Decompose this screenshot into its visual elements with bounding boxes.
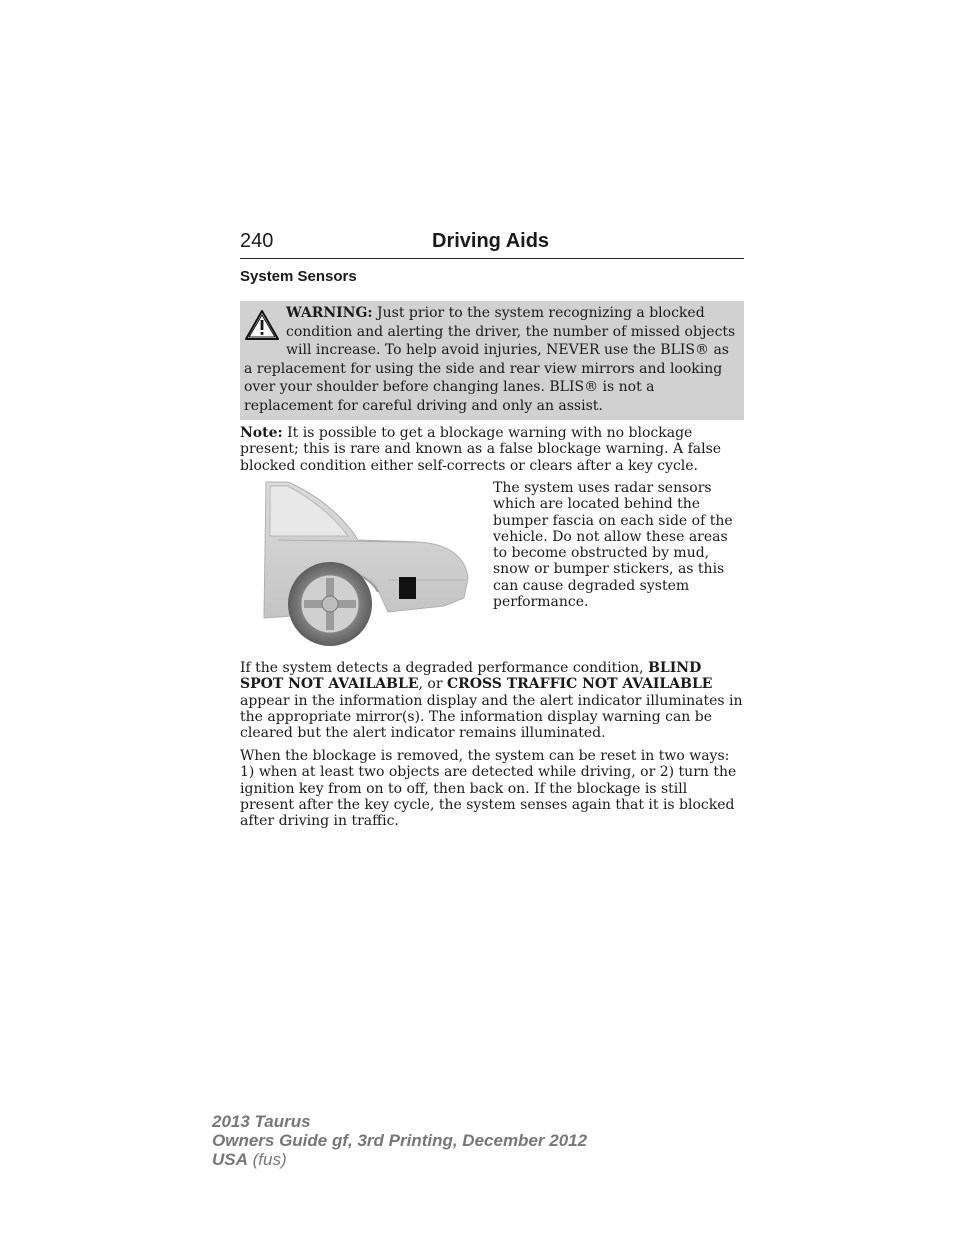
car-rear-sensor-illustration xyxy=(258,480,472,647)
blind-spot-message: BLIND SPOT NOT AVAILABLE xyxy=(240,660,702,693)
footer-guide: Owners Guide gf, 3rd Printing, December 2012 xyxy=(212,1131,588,1150)
warning-text: Just prior to the system recognizing a blocked condition and alerting the driver, the number of missed objects will increase. To help avoid injuries, NEVER use the BLIS® as a replacement for using the side and rear view mirrors and looking over your shoulder before changing lanes. BLIS® is not a replacement for careful driving and only an assist. xyxy=(244,305,736,414)
footer-region-code: USA xyxy=(212,1150,248,1169)
note-paragraph xyxy=(240,425,744,474)
section-title: System Sensors xyxy=(240,268,357,285)
note-text: It is possible to get a blockage warning with no blockage present; this is rare and known as a false blockage warning. A false blocked condition either self-corrects or clears after a key cycle. xyxy=(240,425,722,474)
page-footer xyxy=(212,1112,587,1169)
warning-box xyxy=(240,301,744,420)
warning-triangle-icon xyxy=(244,308,280,342)
reset-paragraph: When the blockage is removed, the system can be reset in two ways: 1) when at least two objects are detected while driving, or 2) turn the ignition key from on to off, then back on. If the blockage is still present after the key cycle, the system senses again that it is blocked after driving in traffic. xyxy=(240,748,737,830)
cross-traffic-message: CROSS TRAFFIC NOT AVAILABLE xyxy=(446,676,713,693)
page-number: 240 xyxy=(240,230,274,252)
degraded-text-2: , or xyxy=(418,676,447,693)
chapter-title: Driving Aids xyxy=(432,230,550,252)
page-header xyxy=(240,228,744,259)
footer-region-suffix: (fus) xyxy=(247,1150,287,1169)
sensor-location-text: The system uses radar sensors which are located behind the bumper fascia on each side of the vehicle. Do not allow these areas to become obstructed by mud, snow or bumper stickers, as this can cause degraded system performance. xyxy=(493,480,733,611)
footer-model: 2013 Taurus xyxy=(212,1112,311,1131)
sensor-location-marker xyxy=(399,577,416,599)
degraded-performance-paragraph xyxy=(240,660,744,741)
degraded-text-1: If the system detects a degraded performance condition, xyxy=(240,660,649,676)
warning-label: WARNING: xyxy=(286,305,373,321)
degraded-text-3: appear in the information display and the alert indicator illuminates in the appropriate mirror(s). The information display warning can be cleared but the alert indicator remains illuminated. xyxy=(240,692,743,742)
note-label: Note: xyxy=(240,425,283,441)
footer-region xyxy=(212,1150,587,1169)
